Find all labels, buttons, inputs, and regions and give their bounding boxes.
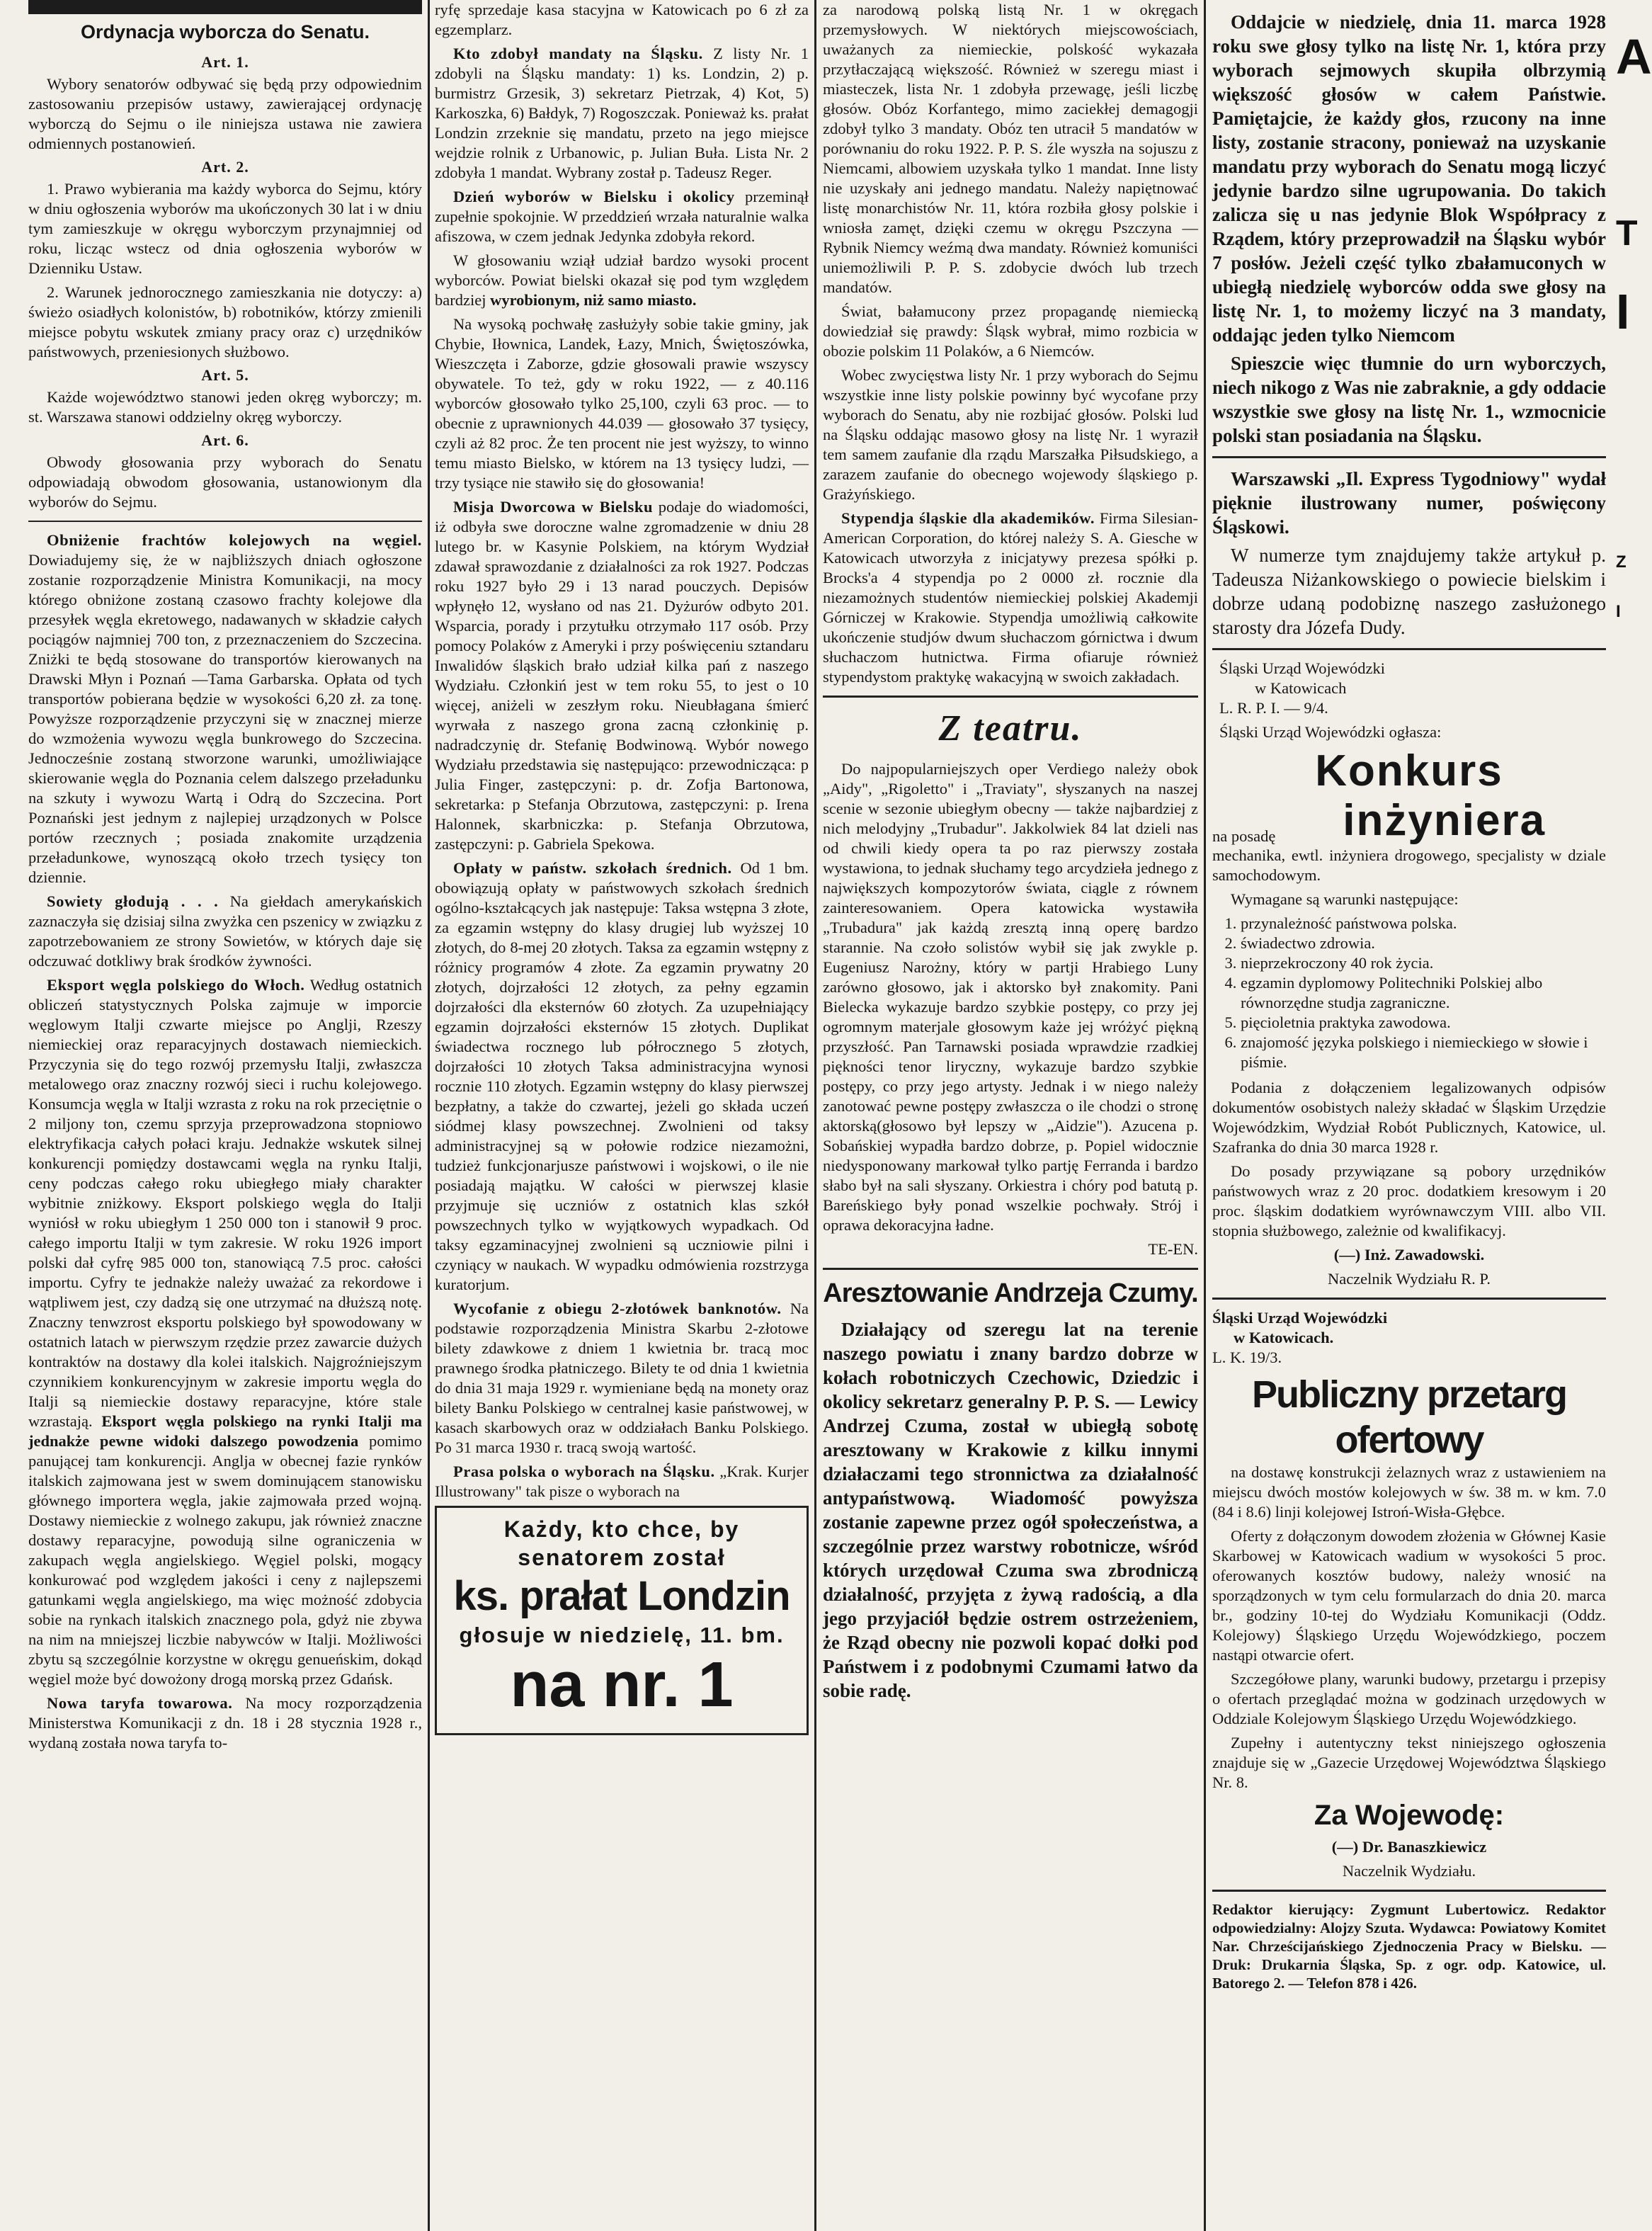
press-text: „Krak. Kurjer Illustrowany" tak pisze o wyborach na <box>435 1463 809 1500</box>
londzin-election-ad <box>435 1506 809 1735</box>
tender-par-1: na dostawę konstrukcji żelaznych wraz z ustawieniem na miejscu dwóch mostów kolejowych w św. 38 m. w km. 7.0 (84 i 8.6) linji kolejowej Istroń-Wisła-Głębce. <box>1212 1463 1606 1521</box>
list-item: 4. egzamin dyplomowy Politechniki Polskiej albo równorzędne studja zagraniczne. <box>1241 973 1606 1013</box>
tender-office-city: w Katowicach. <box>1234 1329 1334 1346</box>
czuma-arrest-heading: Aresztowanie Andrzeja Czumy. <box>823 1278 1198 1308</box>
vote-appeal-text: Oddajcie w niedzielę, dnia 11. marca 1928 roku swe głosy tylko na listę Nr. 1, która przy wyborach sejmowych skupiła olbrzymią większość głosów w całem Państwie. Pamiętajcie, że każdy głos, rzucony na inne listy, zostanie stracony, ponieważ na uzyskanie mandatu przy wyborach do Senatu mogą liczyć jedynie bardzo silne ugrupowania. Do takich zalicza się u nas jedynie Blok Współpracy z Rządem, który przeprowadził na Śląsku wybór 7 posłów. Jeżeli część tylko zbałamuconych w ubiegłą niedzielę wyborców odda swe głosy na listę Nr. 1, to możemy liczyć na 3 mandaty, oddając jeden tylko Niemcom <box>1212 11 1606 346</box>
banknotes-heading: Wycofanie z obiegu 2-złotówek banknotów. <box>453 1300 782 1317</box>
election-continuation: za narodową polską listą Nr. 1 w okręgach przemysłowych. W niektórych miejscowościach, uważanych za niemieckie, polskość wykazała przytłaczającą większość. Również w szeregu miast i miasteczek, lista Nr. 1 zdobyła przewagę, jeśli liczbę głosów. Obóz Korfantego, mimo zaciekłej demagogji zdobył tylko 3 mandaty. Obóz ten utracił 5 mandatów w porównaniu do roku 1922. P. P. S. źle wyszła na sojuszu z Niemcami, albowiem uzyskała tylko 1 mandat. Inne listy nie uzyskały ani jednego mandatu. Należy napiętnować listę monarchistów Nr. 11, która rozbiła głosy polskie i wniosła zamęt, dzięki czemu w okręgu Pszczyna — Rybnik Niemcy weźmą dwa mandaty. Również komuniści uniemożliwili P. P. S. zdobycie dwóch lub trzech mandatów. <box>823 1 1198 296</box>
competition-desc: mechanika, ewtl. inżyniera drogowego, specjalisty w dziale samochodowym. <box>1212 846 1606 884</box>
coal-export-article <box>28 975 422 1689</box>
article-2-par-2: 2. Warunek jednorocznego zamieszkania nie dotyczy: a) świeżo osiadłych kolonistów, b) robotników, którzy zmienili miejsce pobytu wskutek zmiany pracy oraz c) urzędników państwowych, przeniesionych służbowo. <box>28 283 422 361</box>
soviets-text: Na giełdach amerykańskich zaznaczyła się dzisiaj silna zwyżka cen pszenicy w związku z zapotrzebowaniem ze strony Sowietów, w których daje się odczuwać dotkliwy brak środków żywności. <box>28 892 422 970</box>
coal-export-text-2: pomimo panującej tam konkurencji. Anglja w obecnej fazie rynków italskich zajmowana jest w swem dominującem stanowisku głównego importera węgla, jakie zajmowała przed wojną. Dostawy niemieckie z wolnego zakupu, jak również znaczne dostawy reparacyjne, powodują silne ograniczenia w zakupach węgla angielskiego. Węgiel polski, mogący konkurować pod względem jakości i ceny z najlepszemi gatunkami węgla angielskiego, ma więc możność zdobycia sobie na rynkach italskich znacznego pola, gdyż nie zbywa na nim na mniejszej liczbie nabywców w Italji. Możliwości zbytu są szczególnie korzystne w okręgu genueńskim, dokąd węgiel może być dowożony drogą morską przez Gdańsk. <box>28 1432 423 1688</box>
article-2-label: Art. 2. <box>201 158 249 176</box>
competition-na: na posadę <box>1212 827 1276 845</box>
article-2-par-1: 1. Prawo wybierania ma każdy wyborca do Sejmu, który w dniu ogłoszenia wyborów ma ukończonych 30 lat i w dniu tym zamieszkuje w okręgu wyborczym przynajmniej od roku, licząc wstecz od dnia ogłoszenia wyborów w Dzienniku Ustaw. <box>28 180 422 277</box>
competition-par-2: Do posady przywiązane są pobory urzędników państwowych wraz z 20 proc. dodatkiem kresowym i 20 proc. śląskim dodatkiem wyrównawczym VIII. albo VII. stopnia służbowego, zależnie od kwalifikacyj. <box>1212 1162 1606 1239</box>
masthead-bar <box>28 0 422 14</box>
competition-ref: L. R. P. I. — 9/4. <box>1219 699 1328 717</box>
theatre-signature: TE-EN. <box>1148 1240 1198 1258</box>
villages-paragraph: Na wysoką pochwałę zasłużyły sobie takie gminy, jak Chybie, Iłownica, Landek, Łazy, Mnich, Świętoszówka, Wieszczęta i Zaborze, gdzie głosowali prawie wszyscy obywatele. To też, gdy w roku 1922, — z 40.116 wyborców głosowało tylko 25,100, czyli 63 proc. — to obecnie z uprawnionych 44.039 — głosowało 37 tysięcy, czyli aż 82 proc. Że ten procent nie jest wyższy, to winno temu miasto Bielsko, w którem na 13 tysięcy ludzi, — trzy tysiące nie stawiło się do głosowania! <box>435 315 809 492</box>
article-6-label: Art. 6. <box>201 431 249 449</box>
divider <box>1212 1298 1606 1300</box>
mandates-article <box>435 44 809 183</box>
competition-office: Śląski Urząd Wojewódzki <box>1219 659 1385 677</box>
scholarships-heading: Stypendja śląskie dla akademików. <box>841 509 1095 527</box>
competition-requirements: Wymagane są warunki następujące: <box>1231 890 1459 908</box>
list-item: 1. przynależność państwowa polska. <box>1241 914 1606 933</box>
turnout-text: W głosowaniu wziął udział bardzo wysoki procent wyborców. Powiat bielski okazał się pod tym względem bardziej <box>435 251 809 309</box>
tariff-continuation: ryfę sprzedaje kasa stacyjna w Katowicach po 6 zł za egzemplarz. <box>435 1 809 38</box>
scholarships-text: Firma Silesian-American Corporation, do której należy S. A. Giesche w Katowicach utworzyła z inicjatywy prezesa spółki p. Brocks'a 4 stypendja po 2 0000 zł. rocznie dla niezamożnych studentów niemieckiej polskiej Akademji Górniczej w Krakowie. Stypendja umożliwią całkowite ukończenie studjów dwum słuchaczom górnictwa i dwum słuchaczom hutnictwa. Firma ofiaruje również stypendystom praktykę wakacyjną w swoich zakładach. <box>823 509 1198 686</box>
tender-par-2: Oferty z dołączonym dowodem złożenia w Głównej Kasie Skarbowej w Katowicach wadium w wysokości 5 proc. oferowanych kosztów budowy, należy wnosić na sporządzonych w tym celu formularzach do dnia 20. marca br., godziny 10-tej do Wydziału Komunikacji (Oddz. Kolejowy) Śląskiego Urzędu Wojewódzkiego, poczem nastąpi otwarcie ofert. <box>1212 1527 1606 1664</box>
cropped-next-page-strip <box>1613 0 1652 2231</box>
banknotes-article <box>435 1299 809 1458</box>
school-fees-text: Od 1 bm. obowiązują opłaty w państwowych szkołach średnich ogólno-kształcących jak następuje: Taksa wstępna 3 złote, za egzamin wstępny do klasy drugiej lub wyższej 10 złotych, do 8-mej 20 złotych. Taksa za egzamin wstępny z różnicy programów 4 złote. Za egzamin prywatny 20 złotych, dojrzałości 12 złotych, za pełny egzamin dojrzałości dla eksternów 60 złotych. Za uzupełniający egzamin dojrzałości eksternów 15 złotych. Duplikat świadectwa rocznego lub półrocznego 5 złotych, dojrzałości 10 złotych Taksa administracyjna wynosi rocznie 110 złotych. Egzamin wstępny do klasy pierwszej bezpłatny, a także do czwartej, jeżeli go składa uczeń siódmej klasy powszechnej. Zwolnieni od taksy administracyjnej są w połowie rodzice niezamożni, tudzież funkcjonarjusze państwowi i wojskowi, o ile nie posiadają majątku. W całości w pierwszej klasie przyjmuje się uczniów z ostatnich klas szkół powszechnych tylko w wyjątkowych wypadkach. Od taksy egzaminacyjnej zwolnieni są uczniowie pilni i czyniący w naukach. W wypadku odmówienia rozstrzyga kuratorjum. <box>435 859 809 1293</box>
czuma-arrest-text: Działający od szeregu lat na terenie naszego powiatu i znany bardzo dobrze w kołach robotniczych Czechowic, Dziedzic i okolicy sekretarz generalny P. P. S. — Lewicy Andrzej Czuma, został w ubiegłą sobotę aresztowany w Krakowie z kilku innymi działaczami tego stronnictwa za działalność antypaństwową. Wiadomość powyższa zostanie zapewne przez ogół społeczeństwa, a szczególnie przez warstwy robotnicze, wśród których urzędował Czuma swa zbrodniczą działalność, przyjęta z żywą radością, a dla jego przyjaciół będzie ostrem ostrzeżeniem, że Rząd obecny nie pozwoli kopać dołki pod Państwem i z podobnymi Czumami łatwo da sobie radę. <box>823 1319 1198 1701</box>
mandates-text: Z listy Nr. 1 zdobyli na Śląsku mandaty: 1) ks. Londzin, 2) p. burmistrz Grzesik, 3) sekretarz Pietrzak, 4) Kot, 5) Karkoszka, 6) Bałdyk, 7) Rogoszczak. Ponieważ ks. prałat Londzin zrzeknie się mandatu, przeto na jego miejsce wejdzie rolnik z Urbanowic, p. Julian Buła. Lista Nr. 2 zdobyła 1 mandat. Wybrany został p. Tadeusz Reger. <box>435 45 809 181</box>
column-rule <box>814 0 816 2231</box>
tender-signature-title: Naczelnik Wydziału. <box>1342 1862 1476 1880</box>
station-mission-heading: Misja Dworcowa w Bielsku <box>453 498 654 516</box>
for-governor: Za Wojewodę: <box>1314 1800 1505 1831</box>
competition-title: Konkurs <box>1315 746 1503 795</box>
coal-export-bold: Eksport węgla polskiego na rynki Italji ma jednakże pewne widoki dalszego powodzenia <box>28 1412 422 1450</box>
tender-ref: L. K. 19/3. <box>1212 1349 1282 1366</box>
press-article <box>435 1462 809 1501</box>
soviets-article <box>28 892 422 971</box>
freight-text: Dowiadujemy się, że w najbliższych dniach ogłoszone zostanie rozporządzenie Ministra Komunikacji, na mocy którego obniżone zostaną czasowo frachty kolejowe dla przesyłek węgla ekretowego, nadawanych w składzie całych pociągów najmniej 700 ton, z przeznaczeniem do Szczecina. Zniżki te będą stosowane do transportów kierowanych na Drawski Młyn i Poznań —Tama Garbarska. Opłata od tych transportów pobierana będzie w wysokości 6,20 zł. za tonę. Powyższe rozporządzenie przyczyni się w znacznej mierze do wzmożenia wywozu węgla bunkrowego do Szczecina. Jednocześnie zostaną stworzone warunki, umożliwiające skierowanie węgla do Poznania celem dalszego przeładunku na szkuty i wywozu Wartą i Odrą do Szczecina. Port Poznański jest jednym z najlepiej urządzonych w Polsce portów rzecznych ; posiada znakomite urządzenia przeładunkowe, wynoszącą około trzech tysięcy ton dziennie. <box>28 551 422 886</box>
theatre-text: Do najpopularniejszych oper Verdiego należy obok „Aidy", „Rigoletto" i „Traviaty", słyszanych na naszej scenie w sezonie ubiegłym obecny — także najbardziej z nich melodyjny „Trubadur". Jakkolwiek 84 lat dzieli nas od chwili kiedy opera ta po raz pierwszy została wystawiona, to jednak słuchamy tego arcydzieła jednego z największych kompozytorów świata, ciągle z równem zainteresowaniem. Opera katowicka wystawiła „Trubadura" jak każdą zresztą inną operę bardzo starannie. Na czoło solistów wybił się jak zwykle p. Eugeniusz Narożny, który w partji Hrabiego Luny zarówno głosowo, jak i aktorsko był znakomity. Pani Bielecka wykazuje bardzo szybkie postępy, co przy jej ogromnym materjale głosowym każe jej wróżyć piękną przyszłość. Pan Tarnawski posiada wprawdzie rzadkiej piękności tenor liryczny, wykazuje bardzo szybkie postępy, co przy jego artysty. Jednak i w niego należy zanotować pewne postępy zwłaszcza o ile chodzi o stronę aktorską(głosowo był lepszy w „Aidzie"). Azucena p. Sobańskiej wypadła bardzo dobrze, p. Popiel widocznie niedysponowany markował tylko partję Ferranda i bardzo słabo był na sali słyszany. Orkiestra i chóry pod batutą p. Bareńskiego były ponad wszelkie pochwały. Strój i oprawa dekoracyjna ładne. <box>823 760 1198 1234</box>
coal-export-text: Według ostatnich obliczeń statystycznych Polska zajmuje w imporcie węglowym Italji czwarte miejsce po Anglji, Rzeszy niemieckiej oraz reparacyjnych dostawach niemieckich. Przyczynia się do tego rozwój przemysłu Italji, zwłaszcza metalowego oraz znaczny rozwój sieci i ruchu kolejowego. Konsumcja węgla w Italji wzrasta z roku na rok przeciętnie o 2 miljony ton, czemu sprzyja przeprowadzona stopniowo elektryfikacja całych połaci kraju. Jednakże wskutek silnej konkurencji pomiędzy dostawcami węgla na rynku Italji, ceny podczas całego roku ubiegłego miały charakter wybitnie zniżkowy. Eksport polskiego węgla do Italji wyniósł w roku ubiegłym 1 250 000 ton i stanowił 9 proc. całego importu Italji w tym zakresie. W roku 1926 import polski dał cyfrę 985 000 ton, stanowiącą 7.5 proc. całości importu. Cyfry te jednakże należy uważać za rekordowe i wątpliwem jest, czy dadzą się one utrzymać na dłuższą notę. Znaczny tenwzrost eksportu polskiego był spowodowany w ostatnich latach w pierwszym rzędzie przez zawarcie dużych kontraktów na dostawy dla kolei italskich. Najgroźniejszym czynnikiem konkurencyjnym w zakresie importu węgla do Italji są niemieckie dostawy reparacyjne, które stale wzrastają. <box>28 976 422 1430</box>
express-heading: Warszawski „Il. Express Tygodniowy" wydał pięknie ilustrowany numer, poświęcony Śląskowi. <box>1212 468 1606 538</box>
divider <box>1212 1890 1606 1892</box>
station-mission-article <box>435 497 809 854</box>
world-paragraph: Świat, bałamucony przez propagandę niemiecką dowiedział się prawdy: Śląsk wybrał, mimo rozbicia w obozie polskim 11 Polaków, a 6 Niemców. <box>823 302 1198 360</box>
scholarships-article <box>823 509 1198 687</box>
article-1-text: Wybory senatorów odbywać się będą przy odpowiednim zastosowaniu przepisów ustawy, zawierającej ordynację wyborczą do Sejmu o ile niniejsza ustawa nie zawiera odmiennych postanowień. <box>28 75 422 152</box>
election-day-heading: Dzień wyborów w Bielsku i okolicy <box>453 188 735 205</box>
competition-position: inżyniera <box>1343 796 1546 845</box>
article-6-text: Obwody głosowania przy wyborach do Senatu odpowiadają obwodom głosowania, ustanowionym dla wyborów do Sejmu. <box>28 453 422 511</box>
competition-position-row <box>1212 796 1606 846</box>
column-2 <box>435 0 809 2231</box>
cropped-glyph: I <box>1616 602 1621 621</box>
election-day-text: przeminął zupełnie spokojnie. W przeddzień wrzała naturalnie walka afiszowa, w czem jednak Jedynka zdobyła rekord. <box>435 188 809 245</box>
article-5-text: Każde województwo stanowi jeden okręg wyborczy; m. st. Warszawa stanowi oddzielny okręg wyborczy. <box>28 388 422 426</box>
divider <box>28 521 422 522</box>
divider <box>1212 648 1606 650</box>
list-item: 3. nieprzekroczony 40 rok życia. <box>1241 953 1606 973</box>
divider <box>1212 456 1606 458</box>
cropped-glyph: I <box>1616 284 1630 339</box>
cropped-glyph: A <box>1616 29 1652 84</box>
column-rule <box>1204 0 1206 2231</box>
ad-line-3: głosuje w niedzielę, 11. bm. <box>459 1623 785 1647</box>
tender-par-3: Szczegółowe plany, warunki budowy, przetargu i przepisy o ofertach przeglądać można w godzinach urzędowych w Oddziale Kolejowym Śląskiego Urzędu Wojewódzkiego. <box>1212 1670 1606 1727</box>
ad-line-4: na nr. 1 <box>510 1650 734 1720</box>
election-day-article <box>435 187 809 246</box>
senate-ordinance-title: Ordynacja wyborcza do Senatu. <box>80 21 370 42</box>
column-1 <box>28 0 422 2231</box>
turnout-paragraph <box>435 251 809 310</box>
competition-list <box>1212 914 1606 1072</box>
school-fees-article <box>435 858 809 1295</box>
competition-signature: (—) Inż. Zawadowski. <box>1333 1246 1485 1264</box>
cropped-glyph: T <box>1616 213 1638 253</box>
column-rule <box>428 0 430 2231</box>
school-fees-heading: Opłaty w państw. szkołach średnich. <box>453 859 732 877</box>
cropped-glyph: Z <box>1616 552 1627 572</box>
competition-signature-title: Naczelnik Wydziału R. P. <box>1327 1270 1491 1288</box>
competition-office-city: w Katowicach <box>1255 679 1347 697</box>
freight-article <box>28 530 422 887</box>
tender-title: Publiczny przetarg ofertowy <box>1251 1373 1567 1461</box>
express-text: W numerze tym znajdujemy także artykuł p. Tadeusza Niżankowskiego o powiecie bielskim i dobrze udaną podobiznę naszego zasłużonego starosty dra Józefa Dudy. <box>1212 545 1606 638</box>
turnout-bold: wyrobionym, niż samo miasto. <box>490 291 697 309</box>
tariff-article <box>28 1693 422 1753</box>
soviets-heading: Sowiety głodują . . . <box>47 892 219 910</box>
divider <box>823 696 1198 698</box>
competition-par-1: Podania z dołączeniem legalizowanych odpisów dokumentów osobistych należy składać w Śląskim Urzędzie Wojewódzkim, Wydział Robót Publicznych, Katowice, ul. Szafranka do dnia 30 marca 1928 r. <box>1212 1079 1606 1156</box>
theatre-heading: Z teatru. <box>938 708 1083 749</box>
list-item: 2. świadectwo zdrowia. <box>1241 933 1606 953</box>
tender-signature: (—) Dr. Banaszkiewicz <box>1331 1838 1487 1856</box>
mandates-heading: Kto zdobył mandaty na Śląsku. <box>453 45 703 62</box>
victory-paragraph: Wobec zwycięstwa listy Nr. 1 przy wyborach do Sejmu wszystkie inne listy polskie powinny być wycofane przy wyborach do Senatu, aby nie rozbijać głosów. Polski lud na Śląsku oddając masowo głosy na listę Nr. 1 wyraził tem samem zaufanie dla rządu Marszałka Piłsudskiego, a zarazem zaufanie do obecnego wojewody śląskiego p. Grażyńskiego. <box>823 366 1198 503</box>
column-4 <box>1212 0 1606 2231</box>
banknotes-text: Na podstawie rozporządzenia Ministra Skarbu 2-złotowe bilety zdawkowe z dniem 1 kwietnia br. tracą moc prawnego środka płatniczego. Bilety te od dnia 1 kwietnia do dnia 31 maja 1929 r. wymieniane będą na monety oraz bilety Banku Polskiego w centralnej kasie państwowej, w kasach skarbowych oraz w oddziałach Banku Polskiego. Po 31 marca 1930 r. tracą swoją wartość. <box>435 1300 809 1456</box>
vote-appeal-text-2: Spieszcie więc tłumnie do urn wyborczych, niech nikogo z Was nie zabraknie, a gdy oddacie wszystkie swe głosy na listę Nr. 1., wzmocnicie polski stan posiadania na Śląsku. <box>1212 353 1606 446</box>
ad-line-1: Każdy, kto chce, by senatorem został <box>503 1516 740 1570</box>
ad-line-2: ks. prałat Londzin <box>453 1573 790 1619</box>
press-heading: Prasa polska o wyborach na Śląsku. <box>453 1463 715 1480</box>
list-item: 5. pięcioletnia praktyka zawodowa. <box>1241 1013 1606 1033</box>
station-mission-text: podaje do wiadomości, iż odbyła swe doroczne walne zgromadzenie w dniu 28 lutego br. w Kasynie Polskiem, na którym Wydział zdawał sprawozdanie z działalności za rok 1927. Podczas roku 1927 było 29 i 13 narad pouczych. Depisów wpłynęło 12, wysłano od nas 21. Dyżurów odbyto 201. Wsparcia, porady i przytułku otrzymało 117 osób. Przy pomocy Polaków z Ameryki i przy poświęceniu sztandaru Inwalidów śląskich brało udział kilka pań z naszego Wydziału. Członkiń jest w tem roku 55, to jest o 10 więcej, aniżeli w zeszłym roku. Nieubłagana śmierć wyrwała z naszego grona zacną członkinię p. nadradczynię dr. Stefanię Bodwinową. Wybór nowego Wydziału przedstawia się następująco: przewodnicząca: p Julia Finger, zastępczyni: p. dr. Zofja Bartonowa, sekretarka: p Stefanja Obrzutowa, zastępczyni: p. Irena Halonnek, skarbniczka: p. Stefanja Obrzutowa, zastępczyni: p. Gabriela Spekowa. <box>435 498 809 853</box>
coal-export-heading: Eksport węgla polskiego do Włoch. <box>47 976 305 994</box>
list-item: 6. znajomość języka polskiego i niemieckiego w słowie i piśmie. <box>1241 1033 1606 1072</box>
column-3 <box>823 0 1198 2231</box>
tariff-text: Na mocy rozporządzenia Ministerstwa Komunikacji z dn. 18 i 28 stycznia 1928 r., wydaną została nowa taryfa to- <box>28 1694 422 1752</box>
article-5-label: Art. 5. <box>201 366 249 384</box>
tariff-heading: Nowa taryfa towarowa. <box>47 1694 233 1712</box>
imprint-footer: Redaktor kierujący: Zygmunt Lubertowicz. Redaktor odpowiedzialny: Alojzy Szuta. Wydawca: Powiatowy Komitet Nar. Chrześcijańskiego Zjednoczenia Pracy w Bielsku. — Druk: Drukarnia Śląska, Sp. z ogr. odp. Katowice, ul. Batorego 2. — Telefon 878 i 426. <box>1212 1901 1606 1992</box>
competition-intro: Śląski Urząd Wojewódzki ogłasza: <box>1219 723 1442 741</box>
cropped-heading <box>1212 0 1606 6</box>
tender-office: Śląski Urząd Wojewódzki <box>1212 1309 1388 1327</box>
article-1-label: Art. 1. <box>201 53 249 71</box>
freight-heading: Obniżenie frachtów kolejowych na węgiel. <box>47 531 422 549</box>
tender-par-4: Zupełny i autentyczny tekst niniejszego ogłoszenia znajduje się w „Gazecie Urzędowej Województwa Śląskiego Nr. 8. <box>1212 1734 1606 1791</box>
divider <box>823 1268 1198 1270</box>
